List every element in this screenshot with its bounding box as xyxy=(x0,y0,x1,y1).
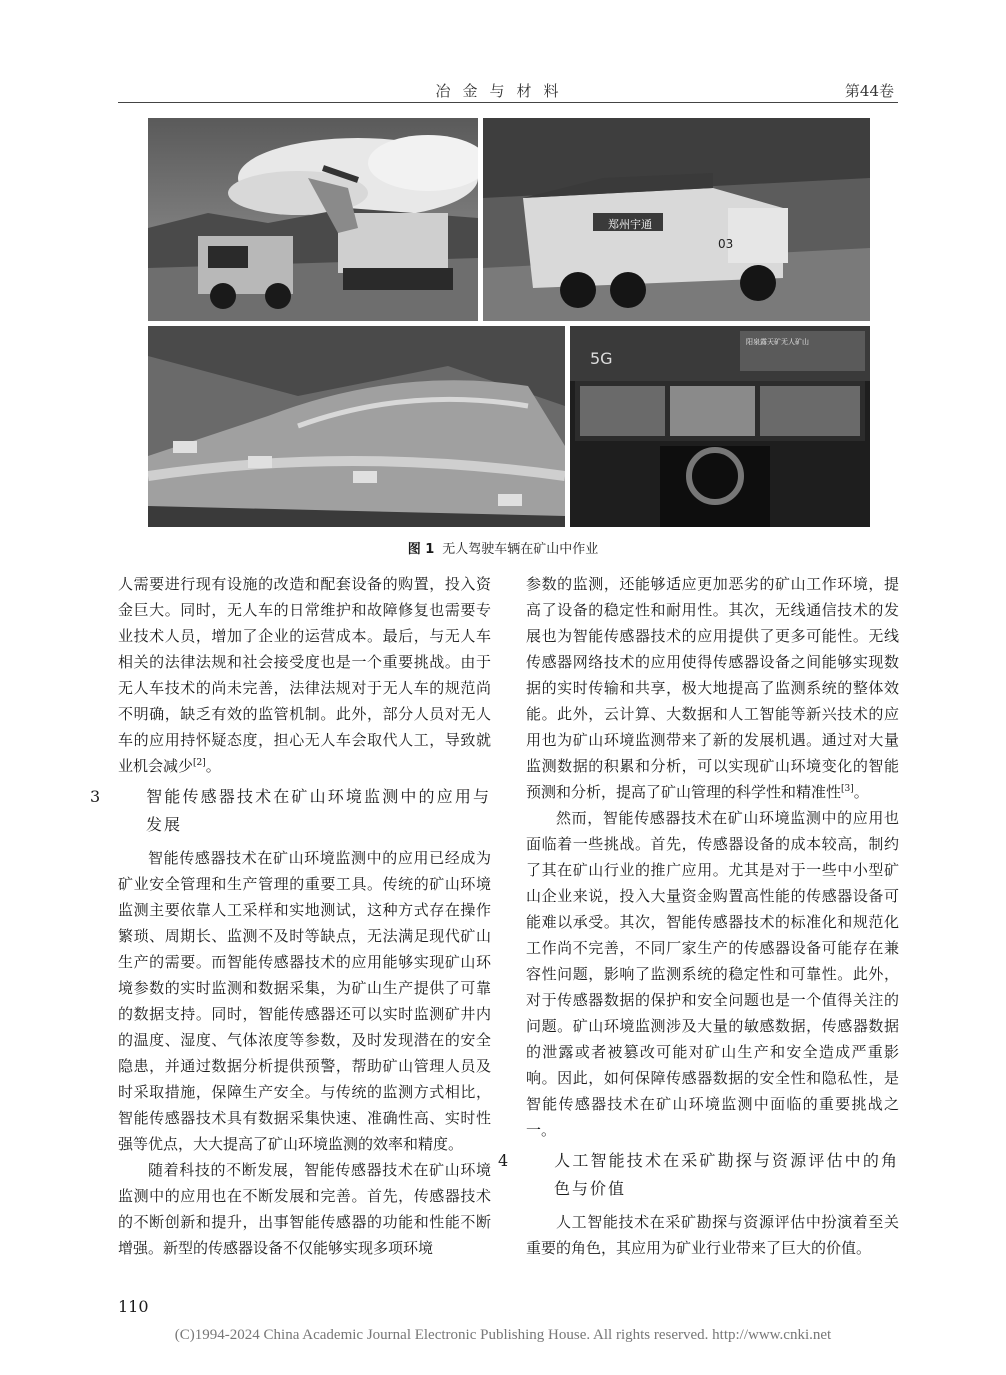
figure-label: 图 1 xyxy=(407,542,435,557)
citation[interactable]: [3] xyxy=(841,784,854,794)
page-number: 110 xyxy=(118,1297,149,1316)
paragraph: 人工智能技术在采矿勘探与资源评估中扮演着至关重要的角色，其应用为矿业行业带来了巨大的价值。 xyxy=(526,1213,899,1257)
figure-panel-autonomous-truck xyxy=(483,118,870,321)
paragraph: 然而，智能传感器技术在矿山环境监测中的应用也面临着一些挑战。首先，传感器设备的成本较高，制约了其在矿山行业的推广应用。尤其是对于一些中小型矿山企业来说，投入大量资金购置高性能的传感器设备可能难以承受。其次，智能传感器技术的标准化和规范化工作尚不完善，不同厂家生产的传感器设备可能存在兼容性问题，影响了监测系统的稳定性和可靠性。此外，对于传感器数据的保护和安全问题也是一个值得关注的问题。矿山环境监测涉及大量的敏感数据，传感器数据的泄露或者被篡改可能对矿山生产和安全造成严重影响。因此，如何保障传感器数据的安全性和隐私性，是智能传感器技术在矿山环境监测中面临的重要挑战之一。 xyxy=(526,809,899,1139)
paragraph: 人需要进行现有设施的改造和配套设备的购置，投入资金巨大。同时，无人车的日常维护和故障修复也需要专业技术人员，增加了企业的运营成本。最后，与无人车相关的法律法规和社会接受度也是一个重要挑战。由于无人车技术的尚未完善，法律法规对于无人车的规范尚不明确，缺乏有效的监管机制。此外，部分人员对无人车的应用持怀疑态度，担心无人车会取代人工，导致就业机会减少[2]。 xyxy=(118,575,491,775)
left-column xyxy=(90,571,491,1261)
section-heading-3: 3 智能传感器技术在矿山环境监测中的应用与发展 xyxy=(90,787,491,834)
banner-text: 阳泉露天矿无人矿山 xyxy=(746,338,809,346)
right-column xyxy=(498,571,899,1261)
paragraph: 随着科技的不断发展，智能传感器技术在矿山环境监测中的应用也在不断发展和完善。首先，传感器技术的不断创新和提升，出事智能传感器的功能和性能不断增强。新型的传感器设备不仅能够实现多项环境 xyxy=(118,1161,491,1257)
running-header-journal: 冶金与材料 xyxy=(435,82,571,100)
figure-panel-remote-control-station xyxy=(570,326,870,527)
figure-caption xyxy=(0,538,1006,557)
figure-panel-aerial-haul-road xyxy=(148,326,565,527)
copyright-footer: (C)1994-2024 China Academic Journal Electronic Publishing House. All rights reserved. http://www.cnki.net xyxy=(174,1327,832,1343)
paragraph: 参数的监测，还能够适应更加恶劣的矿山工作环境，提高了设备的稳定性和耐用性。其次，无线通信技术的发展也为智能传感器技术的应用提供了更多可能性。无线传感器网络技术的应用使得传感器设备之间能够实现数据的实时传输和共享，极大地提高了监测系统的整体效能。此外，云计算、大数据和人工智能等新兴技术的应用也为矿山环境监测带来了新的发展机遇。通过对大量监测数据的积累和分析，可以实现矿山环境变化的智能预测和分析，提高了矿山管理的科学性和精准性[3]。 xyxy=(526,575,899,801)
header-rule xyxy=(118,102,898,103)
citation[interactable]: [2] xyxy=(193,758,206,768)
truck-number-text: 03 xyxy=(718,237,734,251)
screen-badge-text: 5G xyxy=(590,349,613,368)
running-header-volume: 第44卷 xyxy=(844,82,894,100)
truck-side-text: 郑州宇通 xyxy=(608,218,652,231)
paragraph: 智能传感器技术在矿山环境监测中的应用已经成为矿业安全管理和生产管理的重要工具。传统的矿山环境监测主要依靠人工采样和实地测试，这种方式存在操作繁琐、周期长、监测不及时等缺点，无法满足现代矿山生产的需要。而智能传感器技术的应用能够实现矿山环境参数的实时监测和数据采集，为矿山生产提供了可靠的数据支持。同时，智能传感器还可以实时监测矿井内的温度、湿度、气体浓度等参数，及时发现潜在的安全隐患，并通过数据分析提供预警，帮助矿山管理人员及时采取措施，保障生产安全。与传统的监测方式相比，智能传感器技术具有数据采集快速、准确性高、实时性强等优点，大大提高了矿山环境监测的效率和精度。 xyxy=(118,849,491,1153)
section-heading-4: 4 人工智能技术在采矿勘探与资源评估中的角色与价值 xyxy=(498,1151,899,1198)
figure-title: 无人驾驶车辆在矿山中作业 xyxy=(442,542,599,557)
figure-panel-excavator xyxy=(148,118,478,321)
